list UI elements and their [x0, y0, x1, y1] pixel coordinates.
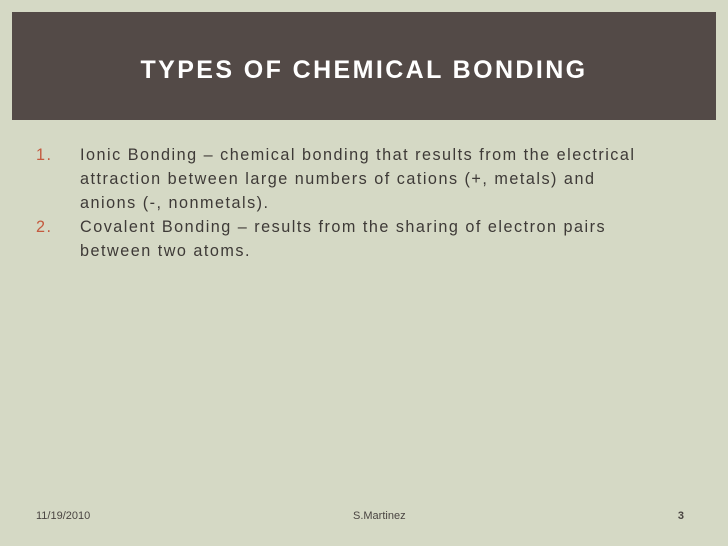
list-number: 1. — [36, 146, 53, 164]
footer-author: S.Martinez — [353, 510, 406, 522]
title-bar — [12, 12, 716, 120]
page-number: 3 — [677, 510, 684, 522]
list-item-text: Covalent Bonding – results from the sharing of electron pairs between two atoms. — [80, 218, 607, 260]
list-number: 2. — [36, 218, 53, 236]
footer-date: 11/19/2010 — [36, 510, 91, 522]
list-item-text: Ionic Bonding – chemical bonding that results from the electrical attraction between large numbers of cations (+, metals) and anions (-, nonmetals). — [80, 146, 636, 212]
list-item-covalent-bonding — [36, 215, 656, 263]
bullet-list — [36, 143, 656, 263]
slide-title: TYPES OF CHEMICAL BONDING — [140, 55, 588, 84]
list-item-ionic-bonding — [36, 143, 656, 215]
